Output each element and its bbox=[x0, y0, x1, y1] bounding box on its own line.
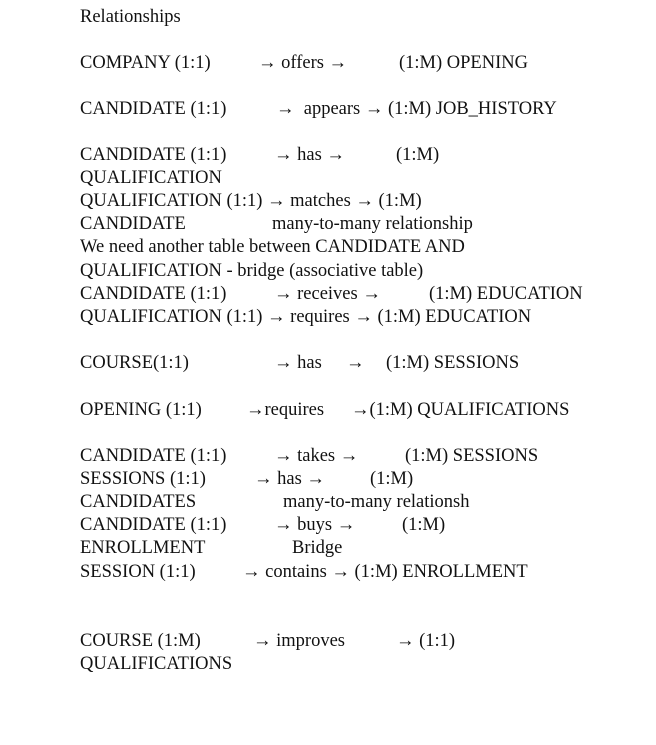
line-segment: →(1:M) QUALIFICATIONS bbox=[351, 400, 570, 420]
line-segment: QUALIFICATION bbox=[80, 168, 222, 188]
line-segment: → (1:1) bbox=[396, 631, 456, 651]
text-line bbox=[80, 167, 222, 190]
line-segment: CANDIDATE (1:1) bbox=[80, 145, 227, 165]
line-segment: COURSE (1:M) bbox=[80, 631, 201, 651]
line-segment: (1:M) EDUCATION bbox=[429, 284, 583, 304]
line-segment: → has bbox=[274, 353, 322, 373]
text-line bbox=[80, 653, 233, 676]
line-segment: SESSIONS (1:1) bbox=[80, 469, 206, 489]
line-segment: COMPANY (1:1) bbox=[80, 53, 211, 73]
text-line bbox=[80, 98, 557, 121]
line-segment: OPENING (1:1) bbox=[80, 400, 202, 420]
line-segment: SESSION (1:1) bbox=[80, 562, 196, 582]
line-segment: We need another table between CANDIDATE AND bbox=[80, 237, 465, 257]
text-line bbox=[80, 260, 424, 283]
text-line bbox=[80, 491, 470, 514]
line-segment: CANDIDATES bbox=[80, 492, 197, 512]
line-segment: → has → bbox=[254, 469, 325, 489]
text-line bbox=[80, 537, 343, 560]
line-segment: → appears → (1:M) JOB_HISTORY bbox=[276, 99, 557, 119]
line-segment: →requires bbox=[246, 400, 325, 420]
text-line bbox=[80, 236, 465, 259]
line-segment: QUALIFICATIONS bbox=[80, 654, 233, 674]
line-segment: (1:M) SESSIONS bbox=[405, 446, 539, 466]
line-segment: (1:M) bbox=[396, 145, 440, 165]
document-title: Relationships bbox=[80, 7, 181, 27]
line-segment: → takes → bbox=[274, 446, 359, 466]
text-line bbox=[80, 514, 446, 537]
line-segment: CANDIDATE (1:1) bbox=[80, 284, 227, 304]
line-segment: many-to-many relationsh bbox=[283, 492, 470, 512]
text-line bbox=[80, 190, 422, 213]
text-line bbox=[80, 352, 520, 375]
text-line bbox=[80, 213, 473, 236]
line-segment: → buys → bbox=[274, 515, 356, 535]
line-segment: CANDIDATE (1:1) bbox=[80, 99, 227, 119]
text-line bbox=[80, 468, 414, 491]
line-segment: CANDIDATE (1:1) bbox=[80, 446, 227, 466]
line-segment: (1:M) bbox=[370, 469, 414, 489]
line-segment: → contains → (1:M) ENROLLMENT bbox=[242, 562, 528, 582]
line-segment: ENROLLMENT bbox=[80, 538, 206, 558]
text-line bbox=[80, 630, 456, 653]
line-segment: → receives → bbox=[274, 284, 381, 304]
line-segment: (1:M) SESSIONS bbox=[386, 353, 520, 373]
line-segment: COURSE(1:1) bbox=[80, 353, 189, 373]
line-segment: many-to-many relationship bbox=[272, 214, 473, 234]
line-segment: → bbox=[346, 353, 365, 373]
line-segment: (1:M) OPENING bbox=[399, 53, 528, 73]
text-line bbox=[80, 306, 532, 329]
text-line bbox=[80, 445, 539, 468]
text-line bbox=[80, 399, 570, 422]
line-segment: → improves bbox=[253, 631, 345, 651]
text-line bbox=[80, 283, 583, 306]
line-segment: → offers → bbox=[258, 53, 348, 73]
line-segment: → has → bbox=[274, 145, 345, 165]
line-segment: QUALIFICATION (1:1) → matches → (1:M) bbox=[80, 191, 422, 211]
text-line bbox=[80, 52, 528, 75]
line-segment: QUALIFICATION (1:1) → requires → (1:M) EDUCATION bbox=[80, 307, 532, 327]
text-line bbox=[80, 144, 440, 167]
line-segment: CANDIDATE bbox=[80, 214, 186, 234]
line-segment: Bridge bbox=[292, 538, 343, 558]
line-segment: CANDIDATE (1:1) bbox=[80, 515, 227, 535]
line-segment: (1:M) bbox=[402, 515, 446, 535]
line-segment: QUALIFICATION - bridge (associative table) bbox=[80, 261, 424, 281]
text-line bbox=[80, 561, 528, 584]
